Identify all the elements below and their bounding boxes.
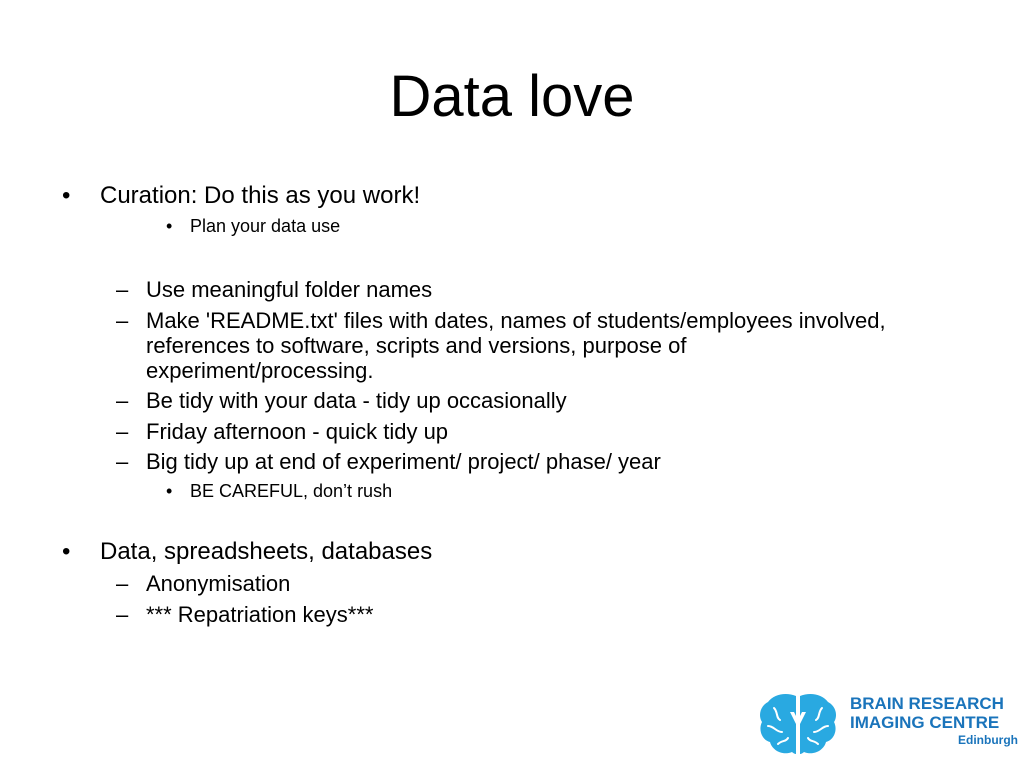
bullet-text: BE CAREFUL, don’t rush	[190, 481, 393, 501]
bullet-marker: –	[116, 277, 129, 302]
bullet-text: Use meaningful folder names	[146, 277, 433, 302]
bullet-text: Data, spreadsheets, databases	[100, 538, 433, 565]
bullet-text: Friday afternoon - quick tidy up	[146, 419, 449, 444]
bullet-text: Anonymisation	[146, 571, 291, 596]
bullet-marker: –	[116, 571, 129, 596]
bullet-marker: –	[116, 388, 129, 413]
bullet-marker: –	[116, 602, 129, 627]
bullet-marker: •	[62, 182, 71, 209]
bullet-text: *** Repatriation keys***	[146, 602, 374, 627]
bullet-marker: •	[166, 216, 173, 236]
bullet-text: Be tidy with your data - tidy up occasionally	[146, 388, 567, 413]
bullet-text: Make 'README.txt' files with dates, names of students/employees involved, references to software, scripts and versions, purpose of experiment/processing.	[146, 308, 886, 383]
bullet-text: Plan your data use	[190, 216, 341, 236]
bullet-marker: –	[116, 449, 129, 474]
logo-text	[850, 694, 1018, 748]
logo-line-1: BRAIN RESEARCH	[850, 694, 1004, 713]
logo-line-2: IMAGING CENTRE	[850, 713, 1000, 732]
bullet-marker: •	[62, 538, 71, 565]
brain-research-logo	[756, 690, 1018, 760]
slide-title: Data love	[389, 64, 635, 129]
brain-icon	[756, 690, 840, 760]
bullet-marker: •	[166, 481, 173, 501]
bullet-text: Big tidy up at end of experiment/ project/ phase/ year	[146, 449, 661, 474]
bullet-text: Curation: Do this as you work!	[100, 182, 421, 209]
logo-line-3: Edinburgh	[958, 733, 1018, 747]
bullet-marker: –	[116, 419, 129, 444]
bullet-marker: –	[116, 308, 129, 333]
